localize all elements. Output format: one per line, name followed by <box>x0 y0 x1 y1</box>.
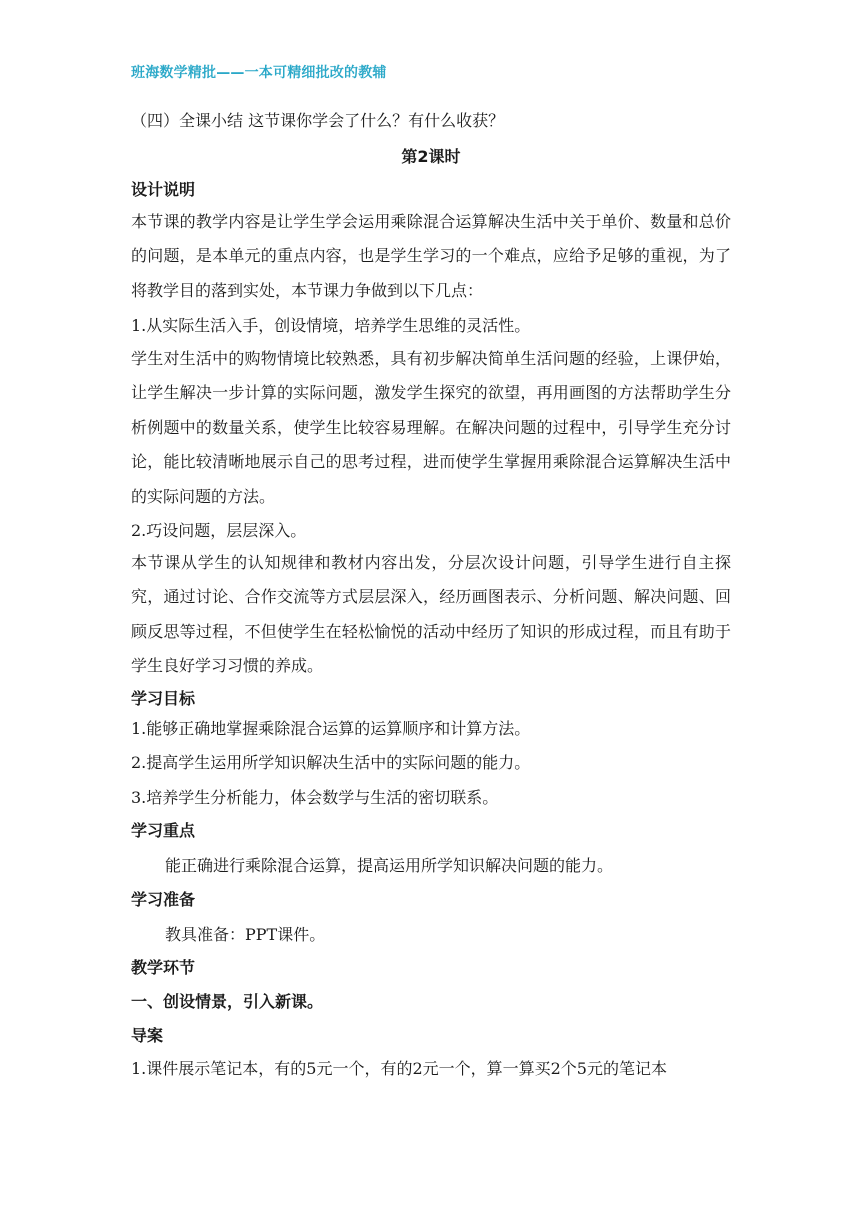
point2-paragraph: 本节课从学生的认知规律和教材内容出发，分层次设计问题，引导学生进行自主探究，通过讨论、合作交流等方式层层深入，经历画图表示、分析问题、解决问题、回顾反思等过程，不但使学生在轻松愉悦的活动中经历了知识的形成过程，而且有助于学生良好学习习惯的养成。 <box>131 553 731 676</box>
goal-item-2: 2.提高学生运用所学知识解决生活中的实际问题的能力。 <box>131 753 531 772</box>
lesson-title: 第2课时 <box>401 147 461 166</box>
summary-line: （四）全课小结 这节课你学会了什么？有什么收获？ <box>131 111 505 130</box>
design-heading: 设计说明 <box>131 180 196 199</box>
point2-heading: 2.巧设问题，层层深入。 <box>131 521 307 540</box>
goal-item-1: 1.能够正确地掌握乘除混合运算的运算顺序和计算方法。 <box>131 719 531 738</box>
goal-item-3: 3.培养学生分析能力，体会数学与生活的密切联系。 <box>131 788 499 807</box>
prep-text: 教具准备：PPT课件。 <box>165 925 326 944</box>
focus-text: 能正确进行乘除混合运算，提高运用所学知识解决问题的能力。 <box>165 856 614 875</box>
point1-heading: 1.从实际生活入手，创设情境，培养学生思维的灵活性。 <box>131 316 531 335</box>
guide-heading: 导案 <box>131 1026 164 1045</box>
steps-heading: 教学环节 <box>131 958 196 977</box>
goals-heading: 学习目标 <box>131 689 196 708</box>
step1-heading: 一、创设情景，引入新课。 <box>131 992 324 1011</box>
guide-item-1: 1.课件展示笔记本，有的5元一个，有的2元一个，算一算买2个5元的笔记本 <box>131 1059 667 1078</box>
design-intro-paragraph: 本节课的教学内容是让学生学会运用乘除混合运算解决生活中关于单价、数量和总价的问题，是本单元的重点内容，也是学生学习的一个难点，应给予足够的重视，为了将教学目的落到实处，本节课力争做到以下几点： <box>131 212 731 300</box>
prep-heading: 学习准备 <box>131 890 196 909</box>
page-header: 班海数学精批——一本可精细批改的教辅 <box>131 65 387 81</box>
point1-paragraph: 学生对生活中的购物情境比较熟悉，具有初步解决简单生活问题的经验，上课伊始，让学生解决一步计算的实际问题，激发学生探究的欲望，再用画图的方法帮助学生分析例题中的数量关系，使学生比较容易理解。在解决问题的过程中，引导学生充分讨论，能比较清晰地展示自己的思考过程，进而使学生掌握用乘除混合运算解决生活中的实际问题的方法。 <box>131 349 731 506</box>
focus-heading: 学习重点 <box>131 821 196 840</box>
